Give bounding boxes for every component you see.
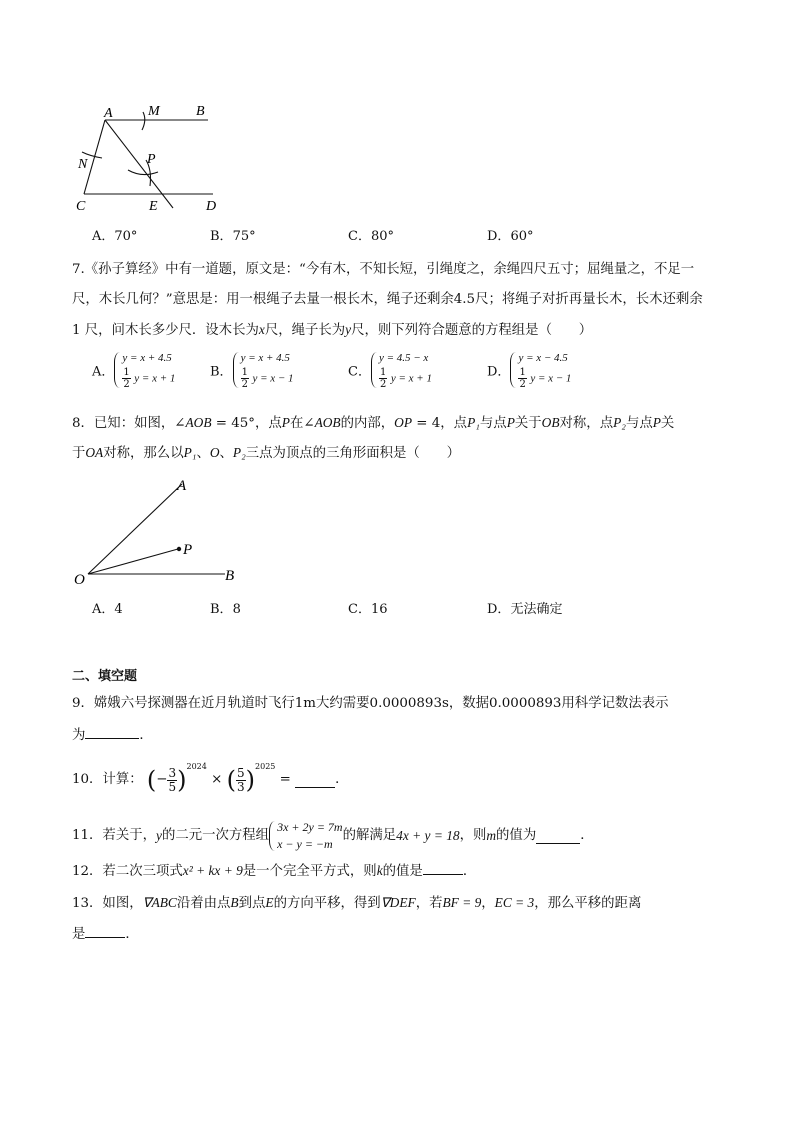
- section-title: 二、填空题: [72, 669, 138, 684]
- fig6-label-N: N: [78, 157, 88, 172]
- q7-line2: 尺，木长几何？”意思是：用一根绳子去量一根长木，绳子还剩余4.5尺；将绳子对折再量长木，长木还剩余: [72, 292, 703, 307]
- q8-figure: [70, 470, 250, 588]
- fig6-label-A: A: [104, 106, 113, 121]
- q8-option-b[interactable]: B．8: [210, 602, 241, 617]
- q12-line: 12．若二次三项式x² + kx + 9是一个完全平方式，则k的值是 ．: [72, 860, 476, 882]
- fig6-label-E: E: [149, 199, 158, 214]
- fig6-label-D: D: [206, 199, 217, 214]
- fig8-label-O: O: [74, 572, 85, 588]
- q6-figure: [70, 98, 240, 216]
- q7-line3: 1 尺，问木长多少尺．设木长为x尺，绳子长为y尺，则下列符合题意的方程组是（ ）: [72, 322, 593, 338]
- fig8-label-B: B: [225, 568, 235, 584]
- q6-option-b[interactable]: B．75°: [210, 229, 256, 244]
- q9-line1: 9．嫦娥六号探测器在近月轨道时飞行1m大约需要0.0000893s，数据0.0000893用科学记数法表示: [72, 696, 669, 711]
- q12-answer-blank[interactable]: [423, 860, 463, 875]
- q7-option-d[interactable]: D． y = x − 4.5 $\frac{1}{2}$ y = x − 1: [487, 352, 572, 390]
- q8-line1: 8．已知：如图，∠AOB = 45°，点P在∠AOB的内部，OP = 4，点P₁与点P关于OB对称，点P₂与点P关: [72, 415, 675, 431]
- q7-option-c[interactable]: C． y = 4.5 − x $\frac{1}{2}$ y = x + 1: [348, 352, 432, 390]
- q9-answer-blank[interactable]: [85, 724, 139, 739]
- q13-line2: 是 ．: [72, 923, 139, 945]
- q7-line1: 7.《孙子算经》中有一道题，原文是：“今有木，不知长短，引绳度之，余绳四尺五寸；屈绳量之，不足一: [72, 262, 695, 277]
- fig6-label-C: C: [76, 199, 86, 214]
- q8-line2: 于OA对称，那么以P₁、O、P₂三点为顶点的三角形面积是（ ）: [72, 445, 460, 461]
- q8-option-d[interactable]: D．无法确定: [487, 602, 563, 617]
- fig6-label-M: M: [148, 104, 160, 119]
- q7-option-a[interactable]: A． y = x + 4.5 $\frac{1}{2}$ y = x + 1: [92, 352, 176, 390]
- q11-line: 11．若关于，y的二元一次方程组 3x + 2y = 7m x − y = −m 的解满足4x + y = 18，则m的值为 ．: [72, 820, 594, 851]
- q13-line1: 13．如图，∇ABC沿着由点B到点E的方向平移，得到∇DEF，若BF = 9，EC = 3，那么平移的距离: [72, 895, 642, 911]
- q6-option-d[interactable]: D．60°: [487, 229, 534, 244]
- q10-answer-blank[interactable]: [295, 773, 335, 788]
- q9-line2: 为 ．: [72, 724, 153, 746]
- q8-option-a[interactable]: A．4: [92, 602, 123, 617]
- fig6-label-B: B: [196, 104, 205, 119]
- q7-option-b[interactable]: B． y = x + 4.5 $\frac{1}{2}$ y = x − 1: [210, 352, 294, 390]
- q6-option-a[interactable]: A．70°: [92, 229, 138, 244]
- q11-answer-blank[interactable]: [536, 829, 580, 844]
- fig8-label-P: P: [183, 542, 193, 558]
- q13-answer-blank[interactable]: [85, 923, 125, 938]
- fig6-label-P: P: [147, 152, 156, 167]
- q8-option-c[interactable]: C．16: [348, 602, 388, 617]
- q10-line: 10．计算： (− $\frac{3}{5}$ )$^{2024}$ × ( $\frac{5}{3}$ )$^{2025}$ = ．: [72, 762, 349, 794]
- q6-option-c[interactable]: C．80°: [348, 229, 394, 244]
- fig8-label-A: A: [177, 478, 187, 494]
